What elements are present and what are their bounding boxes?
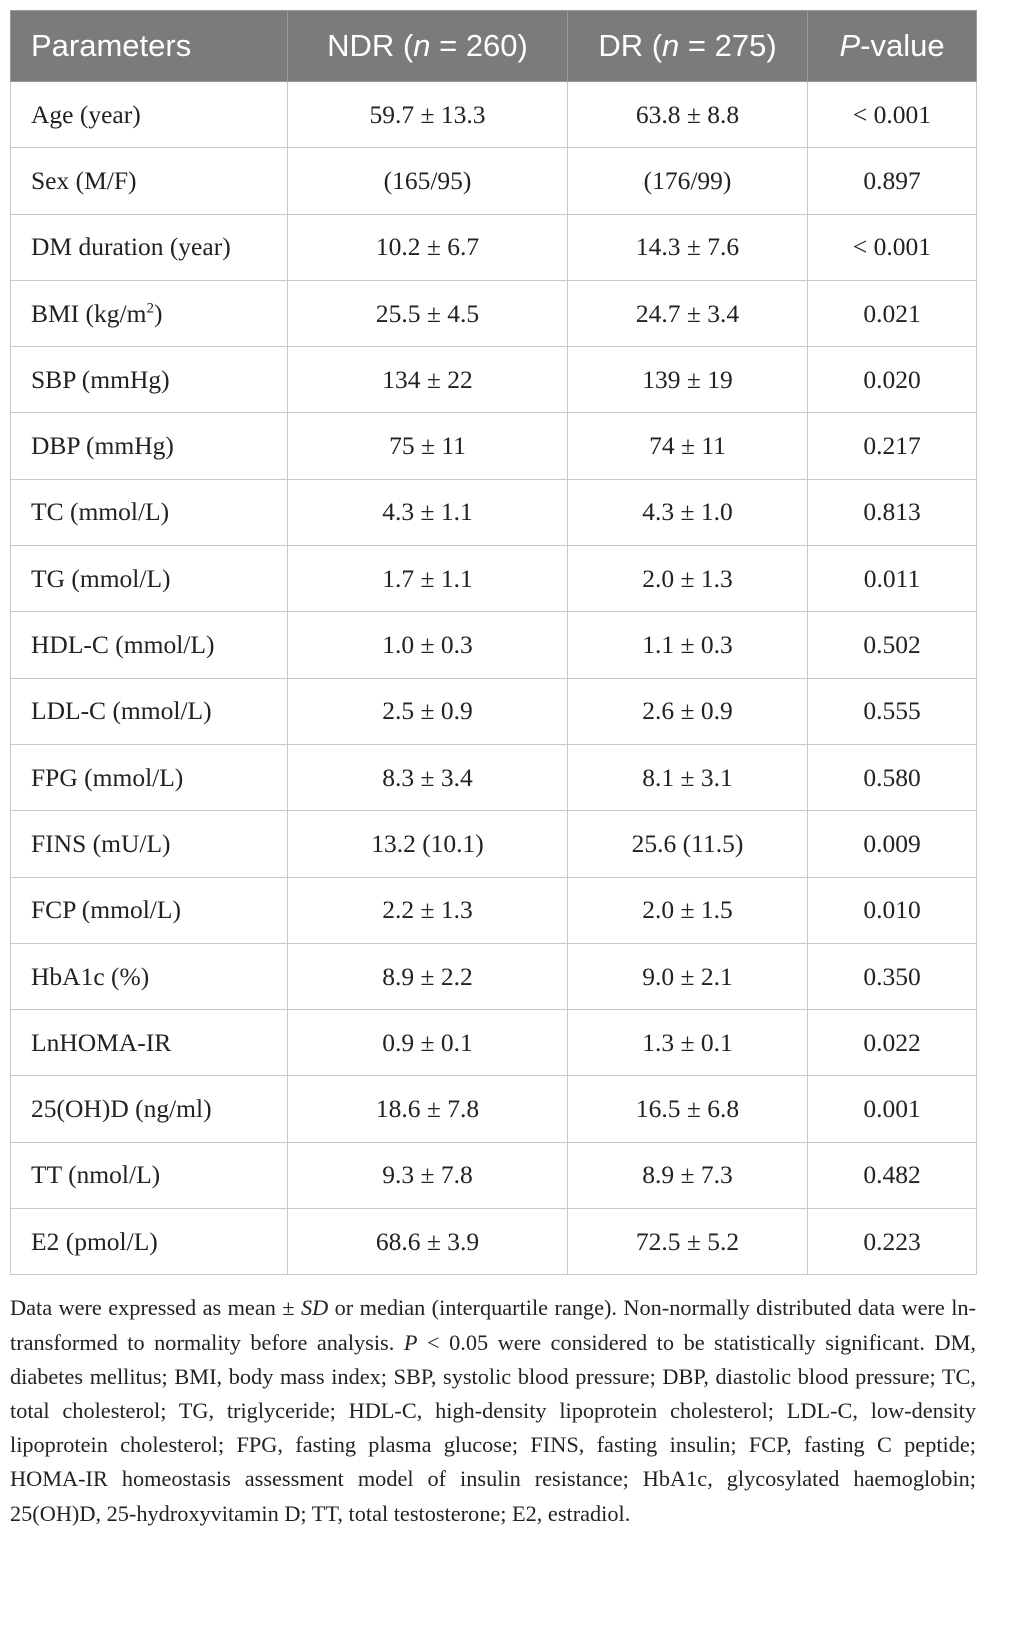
cell-dr: 25.6 (11.5) xyxy=(568,811,808,877)
parameter-superscript: 2 xyxy=(146,300,154,317)
cell-dr: 1.3 ± 0.1 xyxy=(568,1010,808,1076)
cell-pvalue: 0.350 xyxy=(808,943,977,1009)
cell-ndr: 59.7 ± 13.3 xyxy=(288,82,568,148)
header-pvalue-p: P xyxy=(839,28,861,63)
cell-ndr: 18.6 ± 7.8 xyxy=(288,1076,568,1142)
cell-pvalue: 0.482 xyxy=(808,1142,977,1208)
header-dr-n: n xyxy=(662,28,680,63)
cell-ndr: 8.3 ± 3.4 xyxy=(288,744,568,810)
footnote-part1: Data were expressed as mean ± xyxy=(10,1295,301,1321)
parameter-label-end: ) xyxy=(153,298,163,328)
parameter-label: Sex (M/F) xyxy=(31,165,137,195)
header-pvalue-suffix: -value xyxy=(860,28,945,63)
cell-parameter xyxy=(11,479,288,545)
table-row xyxy=(11,479,977,545)
table-row xyxy=(11,811,977,877)
cell-parameter xyxy=(11,214,288,280)
cell-pvalue: 0.897 xyxy=(808,148,977,214)
cell-parameter xyxy=(11,413,288,479)
header-dr-suffix: = 275) xyxy=(679,28,777,63)
parameter-label: TG (mmol/L) xyxy=(31,563,171,593)
cell-parameter xyxy=(11,811,288,877)
cell-dr: 9.0 ± 2.1 xyxy=(568,943,808,1009)
cell-pvalue: 0.223 xyxy=(808,1209,977,1275)
cell-ndr: 0.9 ± 0.1 xyxy=(288,1010,568,1076)
cell-dr: 8.1 ± 3.1 xyxy=(568,744,808,810)
cell-pvalue: 0.580 xyxy=(808,744,977,810)
header-ndr-prefix: NDR ( xyxy=(327,28,414,63)
table-body xyxy=(11,82,977,1275)
cell-ndr: 68.6 ± 3.9 xyxy=(288,1209,568,1275)
header-dr-prefix: DR ( xyxy=(598,28,663,63)
parameter-label: SBP (mmHg) xyxy=(31,364,170,394)
table-row xyxy=(11,148,977,214)
cell-parameter xyxy=(11,280,288,346)
footnote-sd: SD xyxy=(300,1295,329,1321)
cell-parameter xyxy=(11,82,288,148)
table-row xyxy=(11,1142,977,1208)
table-row xyxy=(11,413,977,479)
cell-pvalue: 0.020 xyxy=(808,347,977,413)
cell-ndr: 4.3 ± 1.1 xyxy=(288,479,568,545)
table-footnote xyxy=(10,1291,976,1530)
cell-pvalue: 0.011 xyxy=(808,546,977,612)
cell-parameter xyxy=(11,943,288,1009)
cell-dr: 1.1 ± 0.3 xyxy=(568,612,808,678)
header-parameters xyxy=(11,11,288,82)
header-pvalue xyxy=(808,11,977,82)
table-row xyxy=(11,1209,977,1275)
cell-parameter xyxy=(11,744,288,810)
cell-dr: 2.0 ± 1.5 xyxy=(568,877,808,943)
parameter-label: Age (year) xyxy=(31,99,141,129)
cell-parameter xyxy=(11,1142,288,1208)
footnote-p: P xyxy=(403,1329,418,1355)
cell-pvalue: 0.502 xyxy=(808,612,977,678)
cell-ndr: 9.3 ± 7.8 xyxy=(288,1142,568,1208)
parameter-label: DBP (mmHg) xyxy=(31,431,174,461)
cell-dr: 16.5 ± 6.8 xyxy=(568,1076,808,1142)
cell-parameter xyxy=(11,546,288,612)
cell-parameter xyxy=(11,347,288,413)
cell-pvalue: 0.021 xyxy=(808,280,977,346)
cell-dr: 72.5 ± 5.2 xyxy=(568,1209,808,1275)
cell-parameter xyxy=(11,1209,288,1275)
cell-pvalue: 0.217 xyxy=(808,413,977,479)
cell-parameter xyxy=(11,1010,288,1076)
parameter-label: TT (nmol/L) xyxy=(31,1160,161,1190)
parameter-label: 25(OH)D (ng/ml) xyxy=(31,1094,212,1124)
table-row xyxy=(11,678,977,744)
header-ndr-n: n xyxy=(413,28,431,63)
table-row xyxy=(11,612,977,678)
parameter-label: BMI (kg/m xyxy=(31,298,147,328)
cell-pvalue: < 0.001 xyxy=(808,82,977,148)
table-row xyxy=(11,214,977,280)
cell-pvalue: 0.009 xyxy=(808,811,977,877)
cell-pvalue: < 0.001 xyxy=(808,214,977,280)
cell-parameter xyxy=(11,678,288,744)
cell-ndr: 1.0 ± 0.3 xyxy=(288,612,568,678)
cell-ndr: 75 ± 11 xyxy=(288,413,568,479)
header-dr xyxy=(568,11,808,82)
cell-pvalue: 0.001 xyxy=(808,1076,977,1142)
header-row xyxy=(11,11,977,82)
cell-parameter xyxy=(11,612,288,678)
cell-parameter xyxy=(11,1076,288,1142)
parameter-label: HbA1c (%) xyxy=(31,961,150,991)
parameter-label: LnHOMA-IR xyxy=(31,1027,172,1057)
header-ndr-suffix: = 260) xyxy=(430,28,528,63)
cell-pvalue: 0.022 xyxy=(808,1010,977,1076)
parameter-label: DM duration (year) xyxy=(31,232,231,262)
cell-ndr: (165/95) xyxy=(288,148,568,214)
cell-ndr: 134 ± 22 xyxy=(288,347,568,413)
cell-ndr: 25.5 ± 4.5 xyxy=(288,280,568,346)
cell-dr: 14.3 ± 7.6 xyxy=(568,214,808,280)
footnote-part3: < 0.05 were considered to be statistically significant. DM, diabetes mellitus; BMI, body mass index; SBP, systolic blood pressure; DBP, diastolic blood pressure; TC, total cholesterol; TG, triglyceride; HDL-C, high-density lipoprotein cholesterol; LDL-C, low-density lipoprotein cholesterol; FPG, fasting plasma glucose; FINS, fasting insulin; FCP, fasting C peptide; HOMA-IR homeostasis assessment model of insulin resistance; HbA1c, glycosylated haemoglobin; 25(OH)D, 25-hydroxyvitamin D; TT, total testosterone; E2, estradiol. xyxy=(10,1329,976,1526)
parameter-label: HDL-C (mmol/L) xyxy=(31,630,215,660)
table-row xyxy=(11,347,977,413)
table-row xyxy=(11,546,977,612)
cell-dr: 24.7 ± 3.4 xyxy=(568,280,808,346)
cell-dr: (176/99) xyxy=(568,148,808,214)
parameters-table xyxy=(10,10,977,1275)
parameter-label: FCP (mmol/L) xyxy=(31,895,181,925)
cell-ndr: 1.7 ± 1.1 xyxy=(288,546,568,612)
cell-parameter xyxy=(11,877,288,943)
cell-pvalue: 0.555 xyxy=(808,678,977,744)
cell-dr: 63.8 ± 8.8 xyxy=(568,82,808,148)
cell-pvalue: 0.813 xyxy=(808,479,977,545)
cell-ndr: 13.2 (10.1) xyxy=(288,811,568,877)
table-row xyxy=(11,877,977,943)
parameter-label: E2 (pmol/L) xyxy=(31,1226,158,1256)
header-parameters-text: Parameters xyxy=(31,28,192,63)
cell-dr: 2.6 ± 0.9 xyxy=(568,678,808,744)
cell-parameter xyxy=(11,148,288,214)
table-row xyxy=(11,744,977,810)
parameter-label: TC (mmol/L) xyxy=(31,497,170,527)
cell-dr: 74 ± 11 xyxy=(568,413,808,479)
cell-dr: 139 ± 19 xyxy=(568,347,808,413)
header-ndr xyxy=(288,11,568,82)
table-row xyxy=(11,280,977,346)
cell-ndr: 8.9 ± 2.2 xyxy=(288,943,568,1009)
cell-dr: 8.9 ± 7.3 xyxy=(568,1142,808,1208)
cell-ndr: 2.2 ± 1.3 xyxy=(288,877,568,943)
table-row xyxy=(11,82,977,148)
cell-dr: 4.3 ± 1.0 xyxy=(568,479,808,545)
table-row xyxy=(11,943,977,1009)
table-row xyxy=(11,1010,977,1076)
cell-pvalue: 0.010 xyxy=(808,877,977,943)
table-container xyxy=(10,10,976,1531)
cell-dr: 2.0 ± 1.3 xyxy=(568,546,808,612)
footnote-part2: or median (interquartile range). Non-normally distributed data were ln-transformed to normality before analysis. xyxy=(10,1295,976,1355)
cell-ndr: 2.5 ± 0.9 xyxy=(288,678,568,744)
cell-ndr: 10.2 ± 6.7 xyxy=(288,214,568,280)
parameter-label: FPG (mmol/L) xyxy=(31,762,184,792)
parameter-label: LDL-C (mmol/L) xyxy=(31,696,212,726)
parameter-label: FINS (mU/L) xyxy=(31,828,171,858)
table-row xyxy=(11,1076,977,1142)
